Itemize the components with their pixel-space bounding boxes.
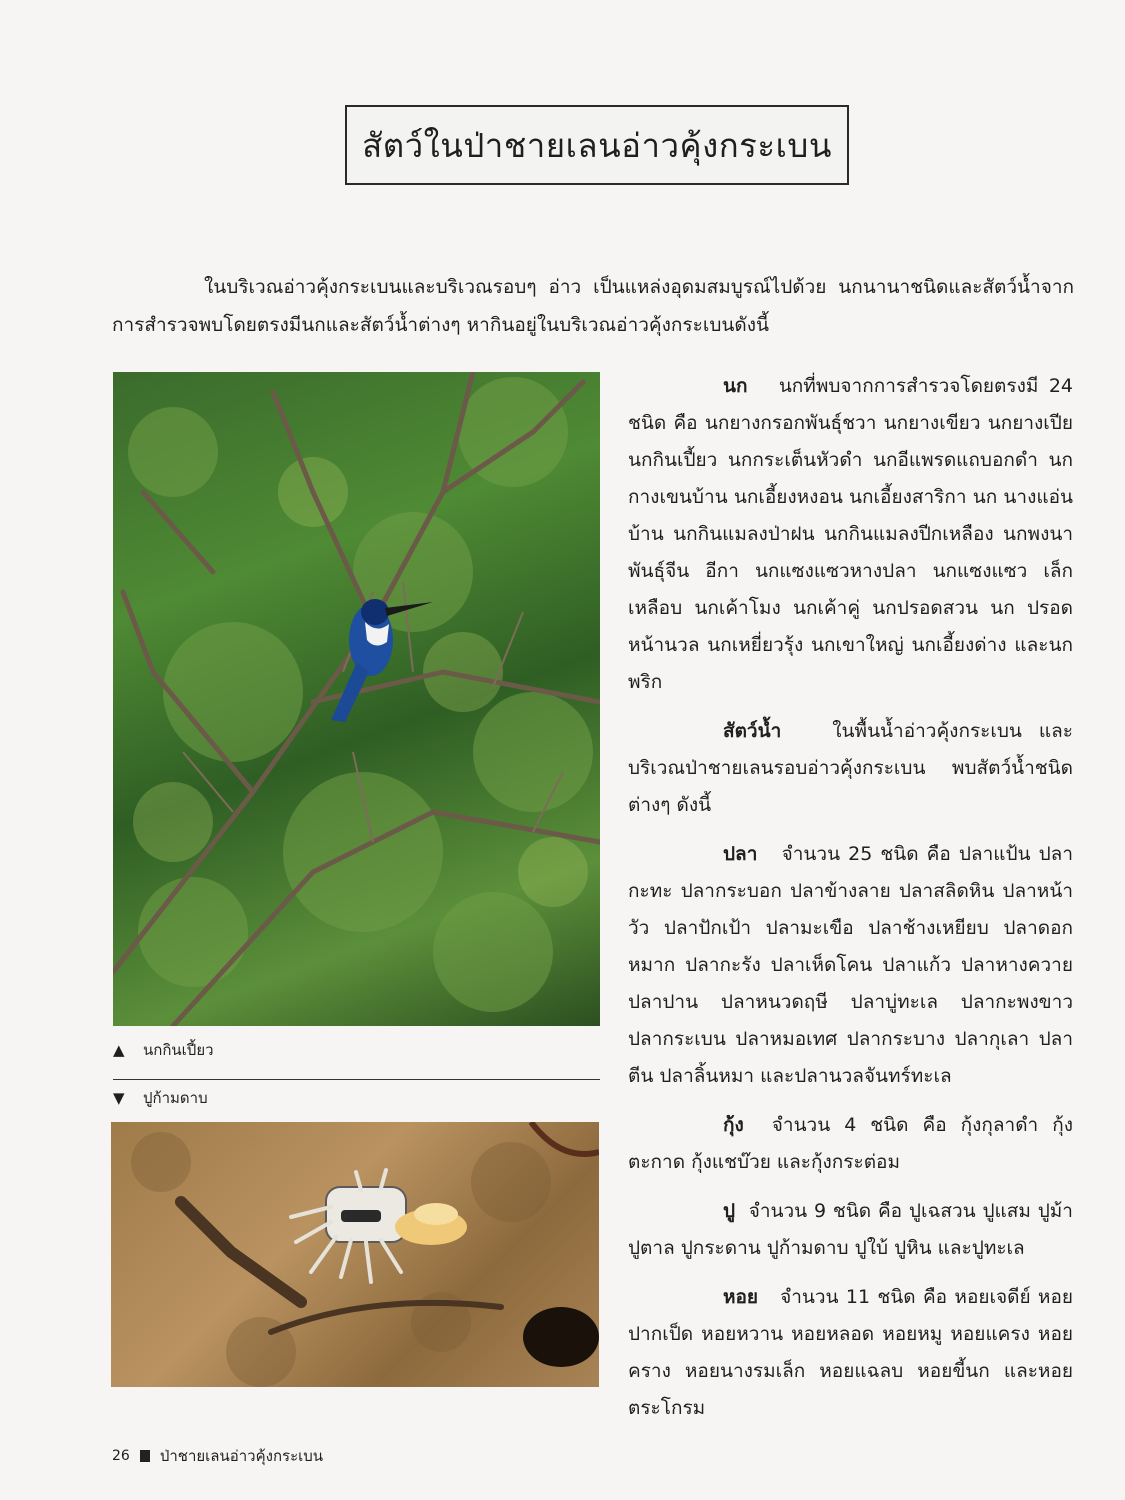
intro-paragraph — [112, 268, 1074, 344]
intro-text: ในบริเวณอ่าวคุ้งกระเบนและบริเวณรอบๆ อ่าว เป็นแหล่งอุดมสมบูรณ์ไปด้วย นกนานาชนิดและสัตว์น้ำจาก การสำรวจพบโดยตรงมีนกและสัตว์น้ำต่างๆ หากินอยู่ในบริเวณอ่าวคุ้งกระเบนดังนี้ — [112, 276, 1074, 336]
section-heading: กุ้ง — [723, 1114, 744, 1136]
section-birds — [628, 368, 1073, 701]
section-fish — [628, 836, 1073, 1095]
page-title-box — [345, 105, 849, 185]
section-crab — [628, 1193, 1073, 1267]
section-heading: ปลา — [723, 843, 758, 865]
section-text: จำนวน 9 ชนิด คือ ปูเฉสวน ปูแสม ปูม้า ปูตาล ปูกระดาน ปูก้ามดาบ ปูใบ้ ปูหิน และปูทะเล — [628, 1200, 1073, 1259]
bird-caption — [113, 1038, 600, 1062]
section-text: ในพื้นน้ำอ่าวคุ้งกระเบน และ บริเวณป่าชายเลนรอบอ่าวคุ้งกระเบน พบสัตว์น้ำชนิด ต่างๆ ดังนี้ — [628, 720, 1074, 816]
square-bullet-icon — [140, 1450, 150, 1462]
section-text: จำนวน 4 ชนิด คือ กุ้งกุลาดำ กุ้งตะกาด กุ้งแชบ๊วย และกุ้งกระต่อม — [628, 1114, 1073, 1173]
section-shrimp — [628, 1107, 1073, 1181]
kingfisher-photo-illustration — [113, 372, 600, 1026]
caption-divider — [113, 1079, 600, 1080]
crab-caption-text: ปูก้ามดาบ — [143, 1089, 208, 1107]
bird-caption-text: นกกินเปี้ยว — [143, 1041, 214, 1059]
section-heading: นก — [723, 375, 748, 397]
section-heading: สัตว์น้ำ — [723, 720, 782, 742]
section-text: จำนวน 25 ชนิด คือ ปลาแป้น ปลา กะทะ ปลากระบอก ปลาข้างลาย ปลาสลิดหิน ปลาหน้า วัว ปลาปักเป้า ปลามะเขือ ปลาช้างเหยียบ ปลาดอก หมาก ปลากะรัง ปลาเห็ดโคน ปลาแก้ว ปลาหางควาย ปลาปาน ปลาหนวดฤษี ปลาบู่ทะเล ปลากะพงขาว ปลากระเบน ปลาหมอเทศ ปลากระบาง ปลากุเลา ปลา ตีน ปลาลิ้นหมา และปลานวลจันทร์ทะเล — [628, 843, 1073, 1087]
footer-label: ป่าชายเลนอ่าวคุ้งกระเบน — [159, 1447, 324, 1465]
fiddler-crab-photo — [111, 1122, 599, 1387]
section-heading: ปู — [723, 1200, 736, 1222]
up-triangle-icon: ▲ — [113, 1041, 125, 1059]
section-aquatic — [628, 713, 1073, 824]
crab-caption — [113, 1086, 600, 1110]
down-triangle-icon: ▼ — [113, 1089, 125, 1107]
species-list — [628, 368, 1073, 1439]
section-heading: หอย — [723, 1286, 759, 1308]
section-shellfish — [628, 1279, 1073, 1427]
kingfisher-photo — [113, 372, 600, 1026]
page-footer — [112, 1444, 323, 1468]
section-text: นกที่พบจากการสำรวจโดยตรงมี 24 ชนิด คือ นกยางกรอกพันธุ์ชวา นกยางเขียว นกยางเปีย นกกินเปี้ยว นกกระเต็นหัวดำ นกอีแพรดแถบอกดำ นกกางเขนบ้าน นกเอี้ยงหงอน นกเอี้ยงสาริกา นก นางแอ่นบ้าน นกกินแมลงป่าฝน นกกินแมลงปีกเหลือง นกพงนาพันธุ์จีน อีกา นกแซงแซวหางปลา นกแซงแซว เล็กเหลือบ นกเค้าโมง นกเค้าคู่ นกปรอดสวน นก ปรอดหน้านวล นกเหยี่ยวรุ้ง นกเขาใหญ่ นกเอี้ยงด่าง และนกพริก — [628, 375, 1074, 693]
fiddler-crab-photo-illustration — [111, 1122, 599, 1387]
section-text: จำนวน 11 ชนิด คือ หอยเจดีย์ หอย ปากเป็ด หอยหวาน หอยหลอด หอยหมู หอยแครง หอยคราง หอยนางรมเล็ก หอยแฉลบ หอยขี้นก และหอยตระโกรม — [628, 1286, 1073, 1419]
page-number: 26 — [112, 1448, 130, 1464]
page-title: สัตว์ในป่าชายเลนอ่าวคุ้งกระเบน — [362, 125, 832, 165]
